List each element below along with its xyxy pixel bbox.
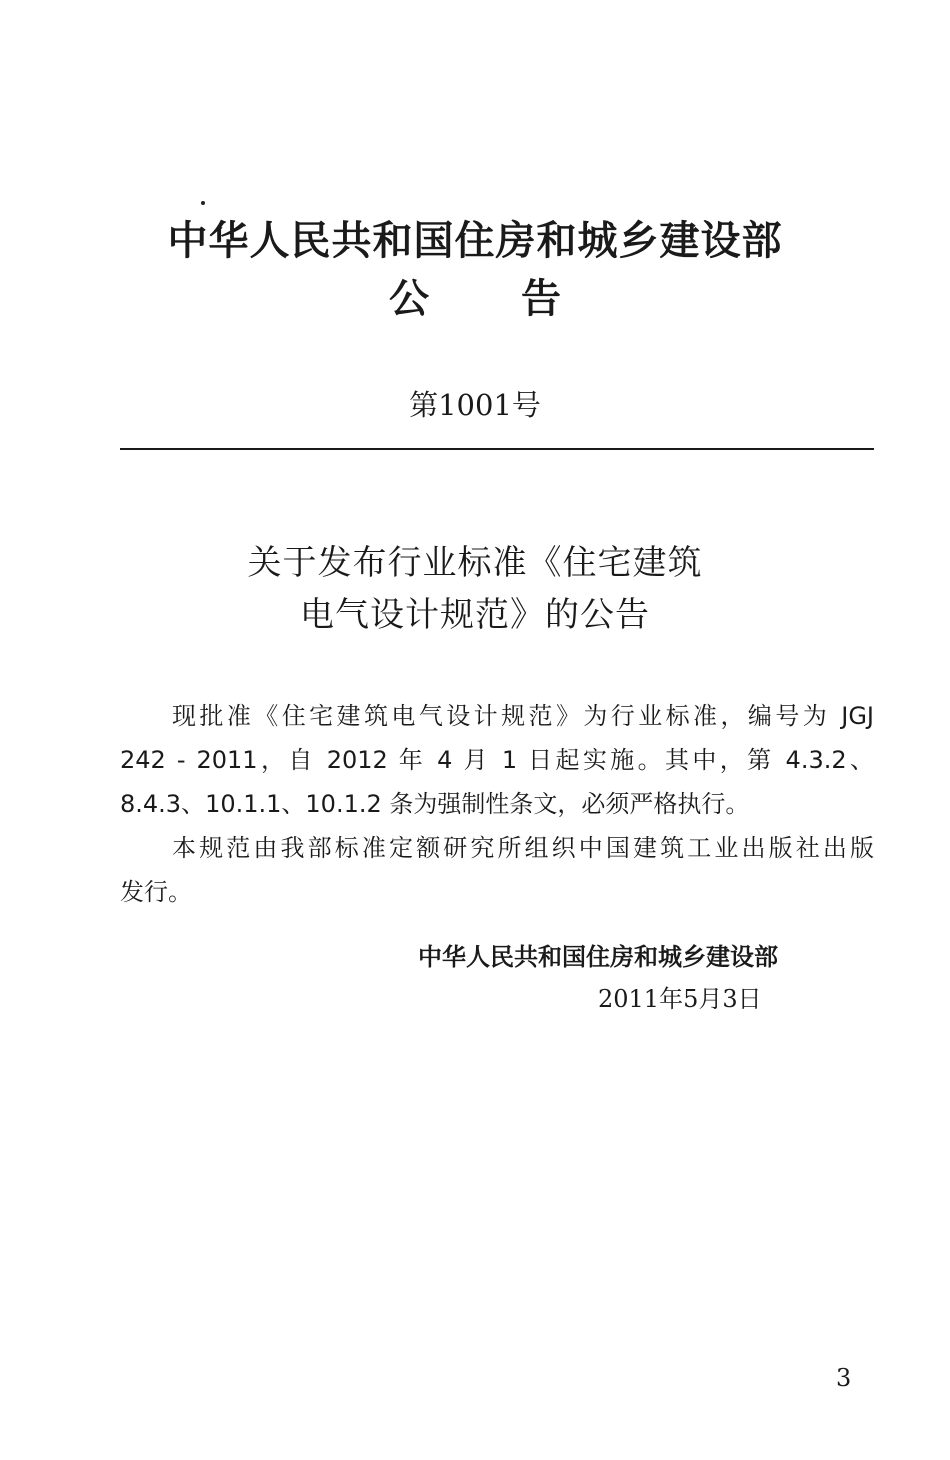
signature-date: 2011年5月3日 <box>598 985 762 1013</box>
header-divider <box>120 448 874 450</box>
issuer-title: 中华人民共和国住房和城乡建设部 <box>167 218 783 264</box>
document-number: 第1001号 <box>409 388 541 422</box>
subject-line-1: 关于发布行业标准《住宅建筑 <box>247 543 703 583</box>
page-number: 3 <box>836 1364 852 1392</box>
signature-organization: 中华人民共和国住房和城乡建设部 <box>418 943 778 971</box>
subject-line-2: 电气设计规范》的公告 <box>300 595 650 635</box>
document-type: 公告 <box>389 276 653 322</box>
body-paragraph-2 <box>120 826 874 914</box>
body-paragraph-1 <box>120 694 874 826</box>
stray-dot <box>201 201 205 205</box>
paragraph-line: 242 - 2011，自 2012 年 4 月 1 日起实施。其中，第 4.3.2、 <box>120 746 874 774</box>
paragraph-line: 发行。 <box>120 878 192 906</box>
paragraph-line: 8.4.3、10.1.1、10.1.2 条为强制性条文，必须严格执行。 <box>120 790 750 818</box>
paragraph-line: 本规范由我部标准定额研究所组织中国建筑工业出版社出版 <box>172 834 874 862</box>
paragraph-line: 现批准《住宅建筑电气设计规范》为行业标准，编号为 JGJ <box>172 702 874 730</box>
